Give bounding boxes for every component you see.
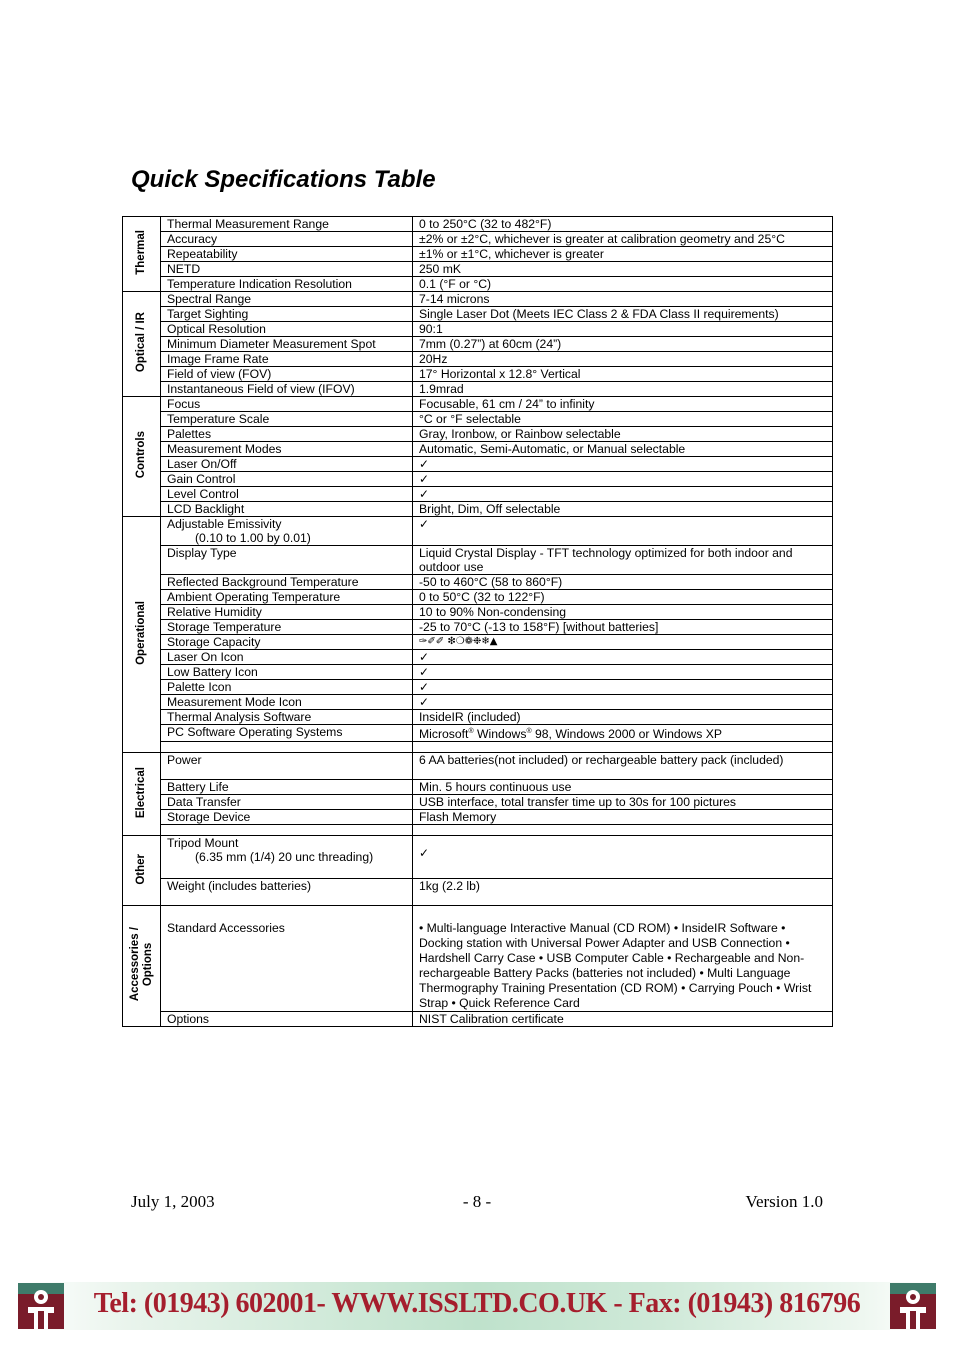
table-row (123, 620, 833, 635)
spec-value: -50 to 460°C (58 to 860°F) (413, 575, 833, 590)
spec-value: • Multi-language Interactive Manual (CD ROM) • InsideIR Software • Docking station with Universal Power Adapter and USB Connection • Hardshell Carry Case • USB Computer Cable • Rechargeable and Non-rechargeable Battery Packs (batteries not included) • Multi Language Thermography Training Presentation (CD ROM) • Carrying Pouch • Wrist Strap • Quick Reference Card (413, 906, 833, 1012)
footer-page-number: - 8 - (462, 1192, 492, 1211)
category-controls: Controls (123, 397, 161, 517)
table-row (123, 605, 833, 620)
spec-sublabel: (0.10 to 1.00 by 0.01) (195, 531, 311, 545)
table-row (123, 590, 833, 605)
spec-value: ✑✐✐ ❇❍❁❉❄▲ (413, 635, 833, 650)
spec-label: Spectral Range (161, 292, 413, 307)
category-electrical: Electrical (123, 753, 161, 836)
table-row (123, 665, 833, 680)
spec-label: Gain Control (161, 472, 413, 487)
spec-value: 0 to 250°C (32 to 482°F) (413, 217, 833, 232)
table-row (123, 635, 833, 650)
checkmark-icon: ✓ (413, 472, 833, 487)
spec-value: Automatic, Semi-Automatic, or Manual selectable (413, 442, 833, 457)
table-row (123, 457, 833, 472)
spec-label: Storage Device (161, 810, 413, 825)
table-row (123, 472, 833, 487)
spec-value: -25 to 70°C (-13 to 158°F) [without batteries] (413, 620, 833, 635)
spec-label: Standard Accessories (161, 906, 413, 1012)
table-row (123, 352, 833, 367)
spec-value: 6 AA batteries(not included) or rechargeable battery pack (included) (413, 753, 833, 780)
spec-value: Min. 5 hours continuous use (413, 780, 833, 795)
spec-label: Palette Icon (161, 680, 413, 695)
spec-label: LCD Backlight (161, 502, 413, 517)
table-row (123, 575, 833, 590)
spec-label: Reflected Background Temperature (161, 575, 413, 590)
table-row (123, 753, 833, 780)
table-row (123, 262, 833, 277)
registered-mark: ® (468, 728, 474, 735)
page-title: Quick Specifications Table (131, 166, 436, 193)
spec-value: 7mm (0.27”) at 60cm (24”) (413, 337, 833, 352)
table-row (123, 810, 833, 825)
table-row (123, 217, 833, 232)
table-row (123, 247, 833, 262)
os-versions: 98, Windows 2000 or Windows XP (531, 727, 722, 742)
spec-value: Single Laser Dot (Meets IEC Class 2 & FDA Class II requirements) (413, 307, 833, 322)
table-row (123, 1012, 833, 1027)
table-row (123, 307, 833, 322)
spec-value: 7-14 microns (413, 292, 833, 307)
checkmark-icon: ✓ (413, 650, 833, 665)
registered-mark: ® (526, 728, 532, 735)
spec-label: Display Type (161, 546, 413, 575)
table-row (123, 695, 833, 710)
spec-label-text: Tripod Mount (167, 836, 239, 851)
checkmark-icon: ✓ (413, 457, 833, 472)
spec-value: °C or °F selectable (413, 412, 833, 427)
table-row (123, 517, 833, 546)
spec-value: 0 to 50°C (32 to 122°F) (413, 590, 833, 605)
category-operational: Operational (123, 517, 161, 753)
checkmark-icon: ✓ (413, 680, 833, 695)
spec-label: Instantaneous Field of view (IFOV) (161, 382, 413, 397)
checkmark-icon: ✓ (413, 517, 833, 546)
spec-sublabel: (6.35 mm (1/4) 20 unc threading) (195, 850, 374, 865)
spec-label: Image Frame Rate (161, 352, 413, 367)
category-thermal: Thermal (123, 217, 161, 292)
contact-banner (18, 1282, 936, 1330)
table-row (123, 232, 833, 247)
footer-date: July 1, 2003 (131, 1192, 215, 1211)
spec-value: Focusable, 61 cm / 24” to infinity (413, 397, 833, 412)
spec-label: Battery Life (161, 780, 413, 795)
spec-value (413, 725, 833, 742)
spec-value: Bright, Dim, Off selectable (413, 502, 833, 517)
table-row (123, 546, 833, 575)
table-row (123, 397, 833, 412)
spec-label: Laser On/Off (161, 457, 413, 472)
spec-label: Level Control (161, 487, 413, 502)
spec-label: Focus (161, 397, 413, 412)
table-row (123, 427, 833, 442)
spec-label: Measurement Modes (161, 442, 413, 457)
spec-label: Laser On Icon (161, 650, 413, 665)
category-optical: Optical / IR (123, 292, 161, 397)
table-row (123, 292, 833, 307)
table-row (123, 795, 833, 810)
spec-value: ±1% or ±1°C, whichever is greater (413, 247, 833, 262)
spec-value: 90:1 (413, 322, 833, 337)
spec-label: Relative Humidity (161, 605, 413, 620)
table-row (123, 680, 833, 695)
spec-value: 17° Horizontal x 12.8° Vertical (413, 367, 833, 382)
spec-label: Palettes (161, 427, 413, 442)
spec-label: Thermal Measurement Range (161, 217, 413, 232)
spec-label: Storage Capacity (161, 635, 413, 650)
table-row (123, 725, 833, 742)
spec-label: Low Battery Icon (161, 665, 413, 680)
spec-label: Power (161, 753, 413, 780)
spec-label: Repeatability (161, 247, 413, 262)
spec-table (122, 216, 833, 1027)
contact-banner-text: Tel: (01943) 602001- WWW.ISSLTD.CO.UK - Fax: (01943) 816796 (93, 1288, 861, 1319)
spec-label: NETD (161, 262, 413, 277)
table-row (123, 322, 833, 337)
spec-label: Storage Temperature (161, 620, 413, 635)
table-row (123, 337, 833, 352)
spec-label (161, 517, 413, 546)
category-accessories: Accessories / Options (123, 906, 161, 1027)
footer-version: Version 1.0 (745, 1192, 823, 1211)
table-row (123, 382, 833, 397)
os-vendor: Microsoft (419, 727, 469, 742)
checkmark-icon: ✓ (413, 695, 833, 710)
os-name: Windows (473, 727, 527, 742)
spec-value: 1.9mrad (413, 382, 833, 397)
spec-label (161, 836, 413, 879)
spec-value: ±2% or ±2°C, whichever is greater at calibration geometry and 25°C (413, 232, 833, 247)
spec-label: Thermal Analysis Software (161, 710, 413, 725)
table-row (123, 277, 833, 292)
spec-value: 20Hz (413, 352, 833, 367)
table-row (123, 836, 833, 879)
spec-value: Liquid Crystal Display - TFT technology optimized for both indoor and outdoor use (413, 546, 833, 575)
spacer-row (123, 825, 833, 836)
spec-value: 250 mK (413, 262, 833, 277)
iss-logo-icon (890, 1283, 936, 1329)
table-row (123, 442, 833, 457)
spec-value: 10 to 90% Non-condensing (413, 605, 833, 620)
spec-label: Data Transfer (161, 795, 413, 810)
table-row (123, 710, 833, 725)
spec-value: NIST Calibration certificate (413, 1012, 833, 1027)
table-row (123, 780, 833, 795)
table-row (123, 367, 833, 382)
spec-label: Minimum Diameter Measurement Spot (161, 337, 413, 352)
spec-label: Ambient Operating Temperature (161, 590, 413, 605)
checkmark-icon: ✓ (413, 665, 833, 680)
spec-value: USB interface, total transfer time up to 30s for 100 pictures (413, 795, 833, 810)
spec-value: Gray, Ironbow, or Rainbow selectable (413, 427, 833, 442)
spec-value: Flash Memory (413, 810, 833, 825)
spec-label: Measurement Mode Icon (161, 695, 413, 710)
spec-value: 0.1 (°F or °C) (413, 277, 833, 292)
spec-label-text: Adjustable Emissivity (167, 517, 282, 531)
category-other: Other (123, 836, 161, 906)
spec-label: Target Sighting (161, 307, 413, 322)
spacer-row (123, 742, 833, 753)
table-row (123, 879, 833, 906)
iss-logo-icon (18, 1283, 64, 1329)
table-row (123, 412, 833, 427)
spec-value: InsideIR (included) (413, 710, 833, 725)
spec-label: Accuracy (161, 232, 413, 247)
table-row (123, 502, 833, 517)
checkmark-icon: ✓ (413, 487, 833, 502)
spec-label: Weight (includes batteries) (161, 879, 413, 906)
spec-label: Options (161, 1012, 413, 1027)
spec-label: Temperature Indication Resolution (161, 277, 413, 292)
table-row (123, 487, 833, 502)
spec-value: 1kg (2.2 lb) (413, 879, 833, 906)
spec-label: PC Software Operating Systems (161, 725, 413, 742)
spec-label: Field of view (FOV) (161, 367, 413, 382)
table-row (123, 650, 833, 665)
table-row (123, 906, 833, 1012)
spec-label: Temperature Scale (161, 412, 413, 427)
checkmark-icon: ✓ (413, 836, 833, 879)
spec-label: Optical Resolution (161, 322, 413, 337)
